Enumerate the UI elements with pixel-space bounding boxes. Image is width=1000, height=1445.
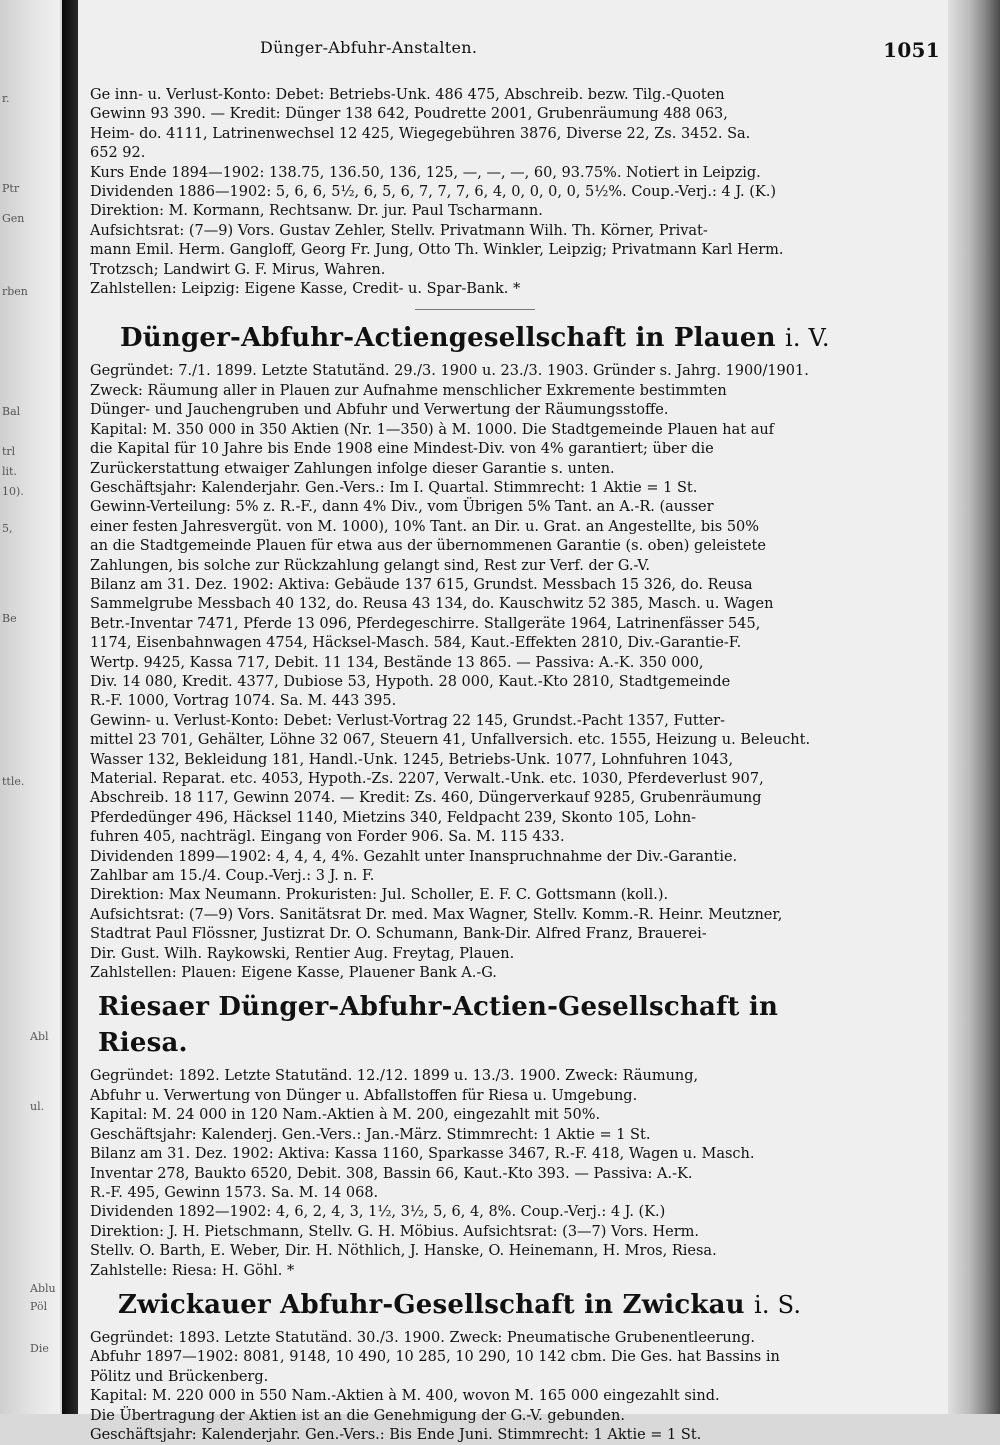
- text-line: Material. Reparat. etc. 4053, Hypoth.-Zs. 2207, Verwalt.-Unk. etc. 1030, Pferdeverlust 907,: [90, 771, 764, 787]
- margin-fragment: Bal: [2, 405, 21, 418]
- text-line: Stadtrat Paul Flössner, Justizrat Dr. O. Schumann, Bank-Dir. Alfred Franz, Brauerei-: [90, 926, 707, 943]
- text-line: Ge inn- u. Verlust-Konto: Debet: Betriebs-Unk. 486 475, Abschreib. bezw. Tilg.-Quoten: [90, 87, 725, 103]
- page-number: 1051: [883, 38, 940, 62]
- margin-fragment: 5,: [2, 522, 13, 535]
- margin-fragment: rben: [2, 285, 28, 298]
- margin-fragment: Gen: [2, 212, 25, 225]
- text-line: Direktion: J. H. Pietschmann, Stellv. G. H. Möbius. Aufsichtsrat: (3—7) Vors. Herm.: [90, 1223, 700, 1240]
- text-line: Sammelgrube Messbach 40 132, do. Reusa 43 134, do. Kauschwitz 52 385, Masch. u. Wagen: [90, 596, 774, 613]
- text-line: Dividenden 1886—1902: 5, 6, 6, 5½, 6, 5, 6, 7, 7, 7, 6, 4, 0, 0, 0, 0, 5½%. Coup.-Verj.: 4 J. (K.): [90, 184, 776, 201]
- text-line: R.-F. 1000, Vortrag 1074. Sa. M. 443 395.: [90, 693, 397, 710]
- company-name: Riesaer Dünger-Abfuhr-Actien-Gesellschaft in Riesa.: [98, 992, 779, 1059]
- text-line: Die Übertragung der Aktien ist an die Genehmigung der G.-V. gebunden.: [90, 1407, 625, 1424]
- text-line: Bilanz am 31. Dez. 1902: Aktiva: Kassa 1160, Sparkasse 3467, R.-F. 418, Wagen u. Masch.: [90, 1146, 755, 1163]
- page-content: [90, 86, 860, 1445]
- text-line: Kurs Ende 1894—1902: 138.75, 136.50, 136, 125, —, —, —, 60, 93.75%. Notiert in Leipzig.: [90, 164, 761, 181]
- margin-fragment: lit.: [2, 465, 17, 478]
- text-line: Betr.-Inventar 7471, Pferde 13 096, Pferdegeschirre. Stallgeräte 1964, Latrinenfässer 545,: [90, 615, 761, 632]
- text-line: Zurückerstattung etwaiger Zahlungen infolge dieser Garantie s. unten.: [90, 460, 615, 477]
- text-line: an die Stadtgemeinde Plauen für etwa aus der übernommenen Garantie (s. oben) geleistete: [90, 538, 766, 555]
- text-line: fuhren 405, nachträgl. Eingang von Forder 906. Sa. M. 115 433.: [90, 829, 565, 846]
- text-line: Geschäftsjahr: Kalenderj. Gen.-Vers.: Jan.-März. Stimmrecht: 1 Aktie = 1 St.: [90, 1126, 651, 1143]
- text-line: Gegründet: 1893. Letzte Statutänd. 30./3. 1900. Zweck: Pneumatische Grubenentleerung.: [90, 1329, 755, 1346]
- text-line: Abschreib. 18 117, Gewinn 2074. — Kredit: Zs. 460, Düngerverkauf 9285, Grubenräumung: [90, 790, 762, 807]
- text-line: Abfuhr 1897—1902: 8081, 9148, 10 490, 10 285, 10 290, 10 142 cbm. Die Ges. hat Bassins in: [90, 1349, 780, 1366]
- margin-fragment: Ablu: [30, 1282, 56, 1295]
- text-line: Geschäftsjahr: Kalenderjahr. Gen.-Vers.: Bis Ende Juni. Stimmrecht: 1 Aktie = 1 St.: [90, 1426, 702, 1443]
- facing-page-bleed: [0, 0, 60, 1414]
- text-line: Zahlbar am 15./4. Coup.-Verj.: 3 J. n. F.: [90, 868, 375, 885]
- margin-fragment: ttle.: [2, 775, 25, 788]
- text-line: Gewinn 93 390. — Kredit: Dünger 138 642, Poudrette 2001, Grubenräumung 488 063,: [90, 106, 728, 123]
- running-title: Dünger-Abfuhr-Anstalten.: [260, 38, 478, 57]
- company-name: Zwickauer Abfuhr-Gesellschaft in Zwickau: [118, 1289, 745, 1320]
- company-name: Dünger-Abfuhr-Actiengesellschaft in Plauen: [120, 323, 776, 354]
- text-line: Heim- do. 4111, Latrinenwechsel 12 425, Wiegegebühren 3876, Diverse 22, Zs. 3452. Sa.: [90, 125, 751, 142]
- text-line: Dünger- und Jauchengruben und Abfuhr und Verwertung der Räumungsstoffe.: [90, 402, 669, 419]
- margin-fragment: Abl: [30, 1030, 49, 1043]
- running-header: [260, 38, 940, 62]
- margin-fragment: Die: [30, 1342, 49, 1355]
- margin-fragment: 10).: [2, 485, 24, 498]
- text-line: Aufsichtsrat: (7—9) Vors. Gustav Zehler, Stellv. Privatmann Wilh. Th. Körner, Privat-: [90, 222, 708, 239]
- text-line: einer festen Jahresvergüt. von M. 1000), 10% Tant. an Dir. u. Grat. an Angestellte, bis 50%: [90, 518, 760, 535]
- text-line: mittel 23 701, Gehälter, Löhne 32 067, Steuern 41, Unfallversich. etc. 1555, Heizung u. Beleucht.: [90, 732, 811, 749]
- text-line: Div. 14 080, Kredit. 4377, Dubiose 53, Hypoth. 28 000, Kaut.-Kto 2810, Stadtgemeinde: [90, 673, 731, 690]
- text-line: Zahlungen, bis solche zur Rückzahlung gelangt sind, Rest zur Verf. der G.-V.: [90, 557, 650, 574]
- company-suffix: i. V.: [784, 324, 830, 353]
- text-line: 1174, Eisenbahnwagen 4754, Häcksel-Masch. 584, Kaut.-Effekten 2810, Div.-Garantie-F.: [90, 635, 742, 652]
- text-line: R.-F. 495, Gewinn 1573. Sa. M. 14 068.: [90, 1184, 379, 1201]
- margin-fragment: ul.: [30, 1100, 45, 1113]
- company-suffix: i. S.: [754, 1290, 802, 1319]
- text-line: Inventar 278, Baukto 6520, Debit. 308, Bassin 66, Kaut.-Kto 393. — Passiva: A.-K.: [90, 1165, 693, 1182]
- text-line: Pölitz und Brückenberg.: [90, 1368, 269, 1385]
- text-line: Zahlstelle: Riesa: H. Göhl. *: [90, 1262, 295, 1279]
- company-heading: [118, 1287, 860, 1323]
- text-line: Pferdedünger 496, Häcksel 1140, Mietzins 340, Feldpacht 239, Skonto 105, Lohn-: [90, 809, 697, 826]
- text-line: Stellv. O. Barth, E. Weber, Dir. H. Nöthlich, J. Hanske, O. Heinemann, H. Mros, Riesa.: [90, 1243, 717, 1260]
- margin-fragment: r.: [2, 92, 10, 105]
- text-line: Gewinn- u. Verlust-Konto: Debet: Verlust-Vortrag 22 145, Grundst.-Pacht 1357, Futter-: [90, 712, 725, 729]
- text-line: Gegründet: 7./1. 1899. Letzte Statutänd. 29./3. 1900 u. 23./3. 1903. Gründer s. Jahrg. 1900/1901.: [90, 363, 809, 380]
- text-line: Kapital: M. 24 000 in 120 Nam.-Aktien à M. 200, eingezahlt mit 50%.: [90, 1107, 601, 1124]
- text-line: Abfuhr u. Verwertung von Dünger u. Abfallstoffen für Riesa u. Umgebung.: [90, 1087, 638, 1104]
- margin-fragment: Pöl: [30, 1300, 48, 1313]
- company-zwickau: [90, 1287, 860, 1445]
- text-line: Dir. Gust. Wilh. Raykowski, Rentier Aug. Freytag, Plauen.: [90, 945, 515, 962]
- text-line: Bilanz am 31. Dez. 1902: Aktiva: Gebäude 137 615, Grundst. Messbach 15 326, do. Reusa: [90, 576, 753, 593]
- section-divider: [415, 309, 535, 310]
- margin-fragment: Ptr: [2, 182, 20, 195]
- company-heading: [120, 320, 860, 356]
- text-line: Dividenden 1892—1902: 4, 6, 2, 4, 3, 1½, 3½, 5, 6, 4, 8%. Coup.-Verj.: 4 J. (K.): [90, 1204, 666, 1221]
- text-line: Geschäftsjahr: Kalenderjahr. Gen.-Vers.: Im I. Quartal. Stimmrecht: 1 Aktie = 1 St.: [90, 479, 698, 496]
- text-line: Aufsichtsrat: (7—9) Vors. Sanitätsrat Dr. med. Max Wagner, Stellv. Komm.-R. Heinr. Meutzner,: [90, 906, 783, 923]
- company-heading: [98, 989, 860, 1061]
- text-line: Zahlstellen: Leipzig: Eigene Kasse, Credit- u. Spar-Bank. *: [90, 281, 521, 298]
- text-line: Kapital: M. 350 000 in 350 Aktien (Nr. 1—350) à M. 1000. Die Stadtgemeinde Plauen hat auf: [90, 421, 775, 438]
- text-line: Direktion: M. Kormann, Rechtsanw. Dr. jur. Paul Tscharmann.: [90, 203, 543, 220]
- company-plauen: [90, 320, 860, 983]
- text-line: die Kapital für 10 Jahre bis Ende 1908 eine Mindest-Div. von 4% garantiert; über die: [90, 441, 714, 458]
- text-line: Trotzsch; Landwirt G. F. Mirus, Wahren.: [90, 261, 386, 278]
- text-line: Wasser 132, Bekleidung 181, Handl.-Unk. 1245, Betriebs-Unk. 1077, Lohnfuhren 1043,: [90, 751, 734, 768]
- text-line: mann Emil. Herm. Gangloff, Georg Fr. Jung, Otto Th. Winkler, Leipzig; Privatmann Karl Herm.: [90, 242, 784, 259]
- text-line: Wertp. 9425, Kassa 717, Debit. 11 134, Bestände 13 865. — Passiva: A.-K. 350 000,: [90, 654, 704, 671]
- text-line: Zahlstellen: Plauen: Eigene Kasse, Plauener Bank A.-G.: [90, 965, 497, 982]
- text-line: Direktion: Max Neumann. Prokuristen: Jul. Scholler, E. F. C. Gottsmann (koll.).: [90, 887, 669, 904]
- text-line: Dividenden 1899—1902: 4, 4, 4, 4%. Gezahlt unter Inanspruchnahme der Div.-Garantie.: [90, 848, 738, 865]
- book-binding-shadow: [62, 0, 78, 1414]
- text-line: Kapital: M. 220 000 in 550 Nam.-Aktien à M. 400, wovon M. 165 000 eingezahlt sind.: [90, 1388, 720, 1405]
- text-line: Gegründet: 1892. Letzte Statutänd. 12./12. 1899 u. 13./3. 1900. Zweck: Räumung,: [90, 1068, 699, 1085]
- page-edge-shadow: [948, 0, 1000, 1414]
- margin-fragment: Be: [2, 612, 17, 625]
- entry-continued: [90, 86, 860, 299]
- text-line: Gewinn-Verteilung: 5% z. R.-F., dann 4% Div., vom Übrigen 5% Tant. an A.-R. (ausser: [90, 499, 714, 516]
- margin-fragment: trl: [2, 445, 16, 458]
- company-riesa: [90, 989, 860, 1280]
- text-line: 652 92.: [90, 145, 146, 162]
- text-line: Zweck: Räumung aller in Plauen zur Aufnahme menschlicher Exkremente bestimmten: [90, 382, 727, 399]
